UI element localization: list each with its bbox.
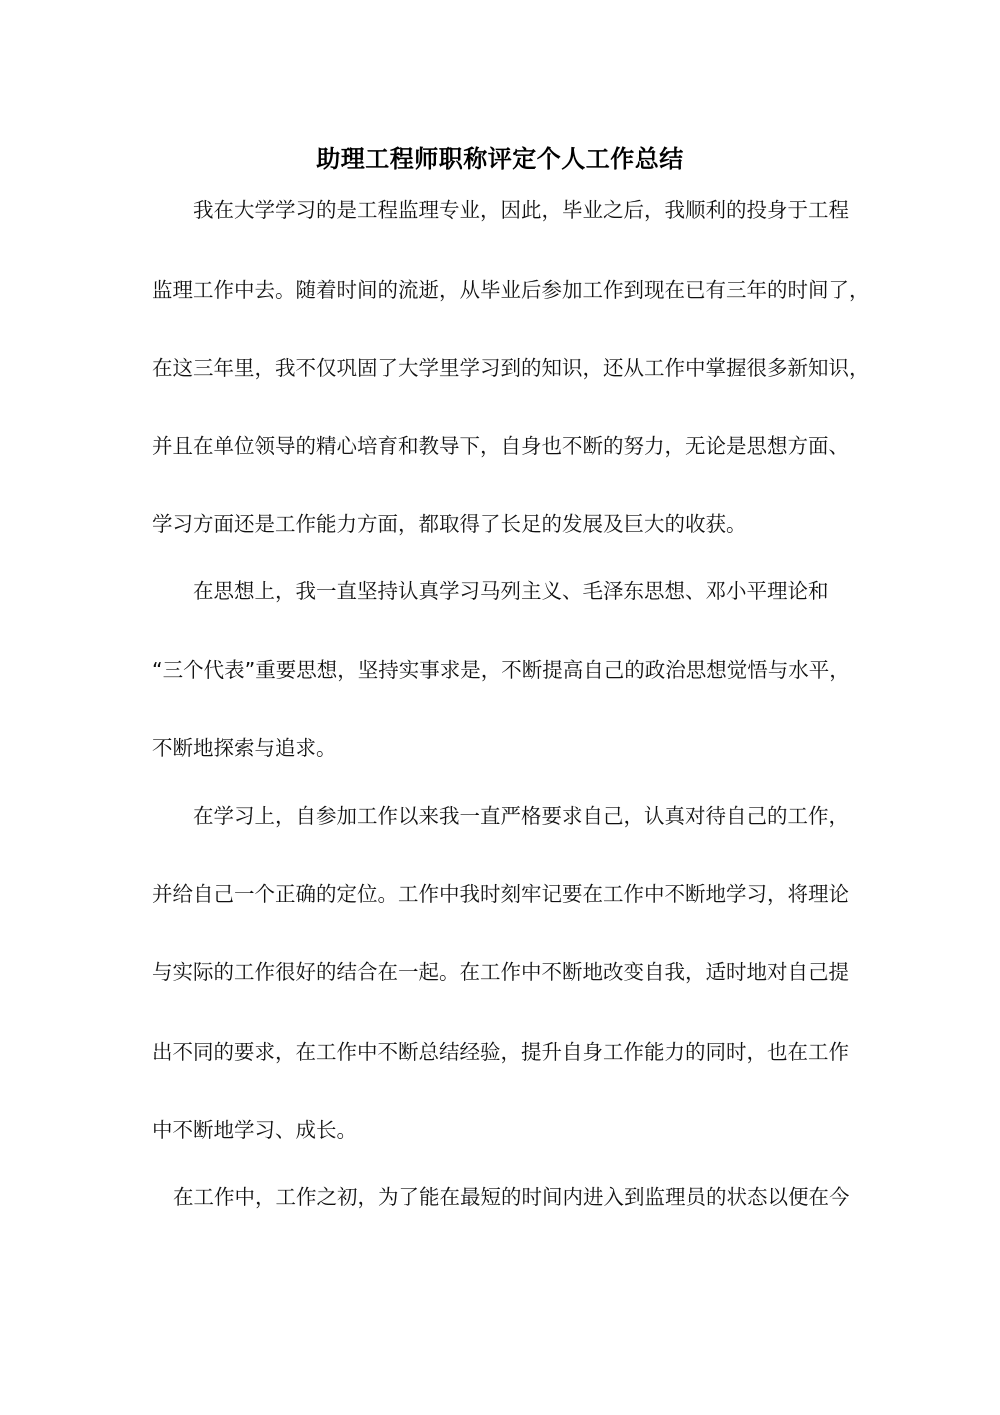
paragraph-2-line-1: 在思想上，我一直坚持认真学习马列主义、毛泽东思想、邓小平理论和 xyxy=(193,579,829,603)
paragraph-4-line-1: 在工作中，工作之初，为了能在最短的时间内进入到监理员的状态以便在今 xyxy=(173,1185,850,1209)
paragraph-3-line-1: 在学习上，自参加工作以来我一直严格要求自己，认真对待自己的工作， xyxy=(193,804,849,828)
paragraph-2-line-2: “三个代表”重要思想，坚持实事求是，不断提高自己的政治思想觉悟与水平， xyxy=(152,658,850,682)
paragraph-3-line-5: 中不断地学习、成长。 xyxy=(152,1118,357,1142)
paragraph-3-line-2: 并给自己一个正确的定位。工作中我时刻牢记要在工作中不断地学习，将理论 xyxy=(152,882,849,906)
document-title: 助理工程师职称评定个人工作总结 xyxy=(316,145,684,173)
paragraph-1-line-4: 并且在单位领导的精心培育和教导下，自身也不断的努力，无论是思想方面、 xyxy=(152,434,849,458)
paragraph-1-line-2: 监理工作中去。随着时间的流逝，从毕业后参加工作到现在已有三年的时间了， xyxy=(152,278,870,302)
paragraph-3-line-3: 与实际的工作很好的结合在一起。在工作中不断地改变自我，适时地对自己提 xyxy=(152,960,849,984)
paragraph-3-line-4: 出不同的要求，在工作中不断总结经验，提升自身工作能力的同时，也在工作 xyxy=(152,1040,849,1064)
paragraph-1-line-5: 学习方面还是工作能力方面，都取得了长足的发展及巨大的收获。 xyxy=(152,512,747,536)
paragraph-1-line-1: 我在大学学习的是工程监理专业，因此，毕业之后，我顺利的投身于工程 xyxy=(193,198,849,222)
paragraph-2-line-3: 不断地探索与追求。 xyxy=(152,736,337,760)
paragraph-1-line-3: 在这三年里，我不仅巩固了大学里学习到的知识，还从工作中掌握很多新知识， xyxy=(152,356,870,380)
